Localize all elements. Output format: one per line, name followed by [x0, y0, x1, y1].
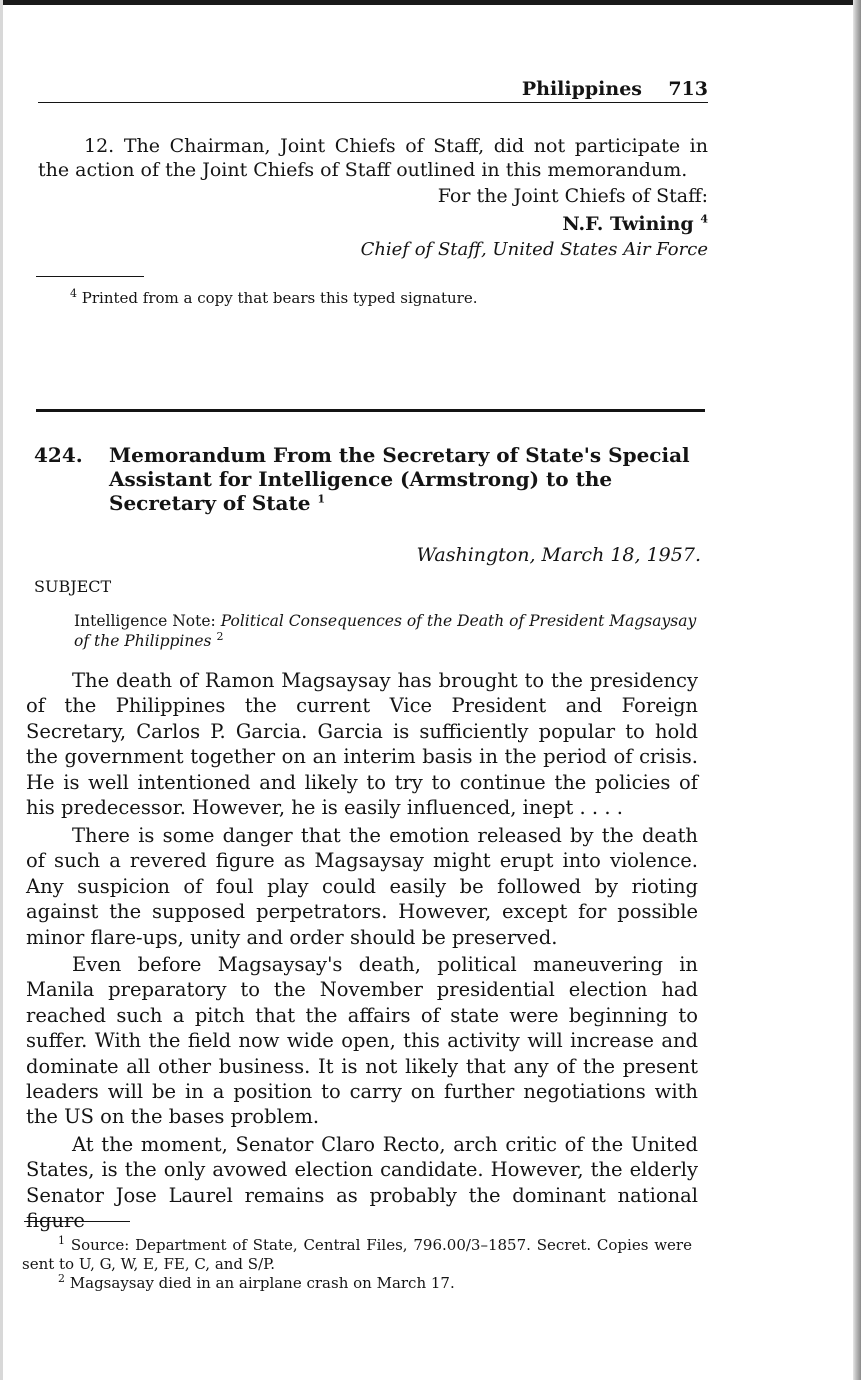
footnote-4-mark: 4 [70, 287, 77, 300]
footnote-2 [58, 1274, 658, 1293]
footnote-ref-2: 2 [216, 629, 224, 643]
signature-name-text: N.F. Twining [562, 213, 694, 235]
paragraph-12: 12. The Chairman, Joint Chiefs of Staff, did not participate in the action of the Joint Chiefs of Staff outlined in this memorandum. [38, 135, 708, 181]
running-head-title: Philippines [521, 78, 642, 100]
signature-position: Chief of Staff, United States Air Force [360, 239, 708, 260]
footnote-4 [70, 289, 670, 308]
body-paragraph-4: At the moment, Senator Claro Recto, arch critic of the United States, is the only avowed election candidate. However, the elderly Senator Jose Laurel remains as probably the dominant national figure [26, 1133, 698, 1233]
document-title-text: Memorandum From the Secretary of State's Special Assistant for Intelligence (Armstrong) to the Secretary of State [109, 443, 690, 515]
footnote-rule-bottom [24, 1221, 130, 1222]
subject-title: Political Consequences of the Death of President Magsaysay of the Philippines [74, 612, 697, 650]
body-paragraph-3: Even before Magsaysay's death, political maneuvering in Manila preparatory to the November presidential election had reached such a pitch that the affairs of state were beginning to suffer. With the field now wide open, this activity will increase and dominate all other business. It is not likely that any of the present leaders will be in a position to carry on further negotiations with the US on the bases problem. [26, 953, 698, 1129]
running-head [38, 78, 708, 103]
section-divider [36, 409, 705, 412]
footnote-ref-4: 4 [700, 212, 708, 226]
subject-label: SUBJECT [34, 577, 112, 596]
book-spine-edge [853, 0, 861, 1380]
page-number: 713 [668, 78, 708, 100]
footnote-ref-1: 1 [317, 492, 326, 506]
page-left-edge [0, 0, 3, 1380]
footnote-2-text: Magsaysay died in an airplane crash on March 17. [69, 1274, 455, 1292]
signature-name [38, 212, 708, 236]
body-paragraph-2: There is some danger that the emotion released by the death of such a revered figure as Magsaysay might erupt into violence. Any suspicion of foul play could easily be followed by rioting against the supposed perpetrators. However, except for possible minor flare-ups, unity and order should be preserved. [26, 824, 698, 949]
dateline: Washington, March 18, 1957. [416, 544, 701, 566]
footnote-1-mark: 1 [58, 1234, 65, 1247]
page-top-edge [0, 0, 861, 5]
footnote-4-text: Printed from a copy that bears this typed signature. [81, 289, 478, 307]
footnote-1-text: Source: Department of State, Central Files, 796.00/3–1857. Secret. Copies were sent to U, G, W, E, FE, C, and S/P. [22, 1236, 692, 1273]
footnote-1 [22, 1236, 692, 1274]
subject-text [74, 611, 700, 651]
signature-for-line: For the Joint Chiefs of Staff: [437, 185, 708, 207]
footnote-rule-top [36, 276, 144, 277]
footnote-2-mark: 2 [58, 1272, 65, 1285]
body-paragraph-1: The death of Ramon Magsaysay has brought to the presidency of the Philippines the current Vice President and Foreign Secretary, Carlos P. Garcia. Garcia is sufficiently popular to hold the government together on an interim basis in the period of crisis. He is well intentioned and likely to try to continue the policies of his predecessor. However, he is easily influenced, inept . . . . [26, 669, 698, 820]
document-title [109, 443, 699, 515]
document-number: 424. [34, 443, 83, 467]
subject-prefix: Intelligence Note: [74, 612, 216, 630]
